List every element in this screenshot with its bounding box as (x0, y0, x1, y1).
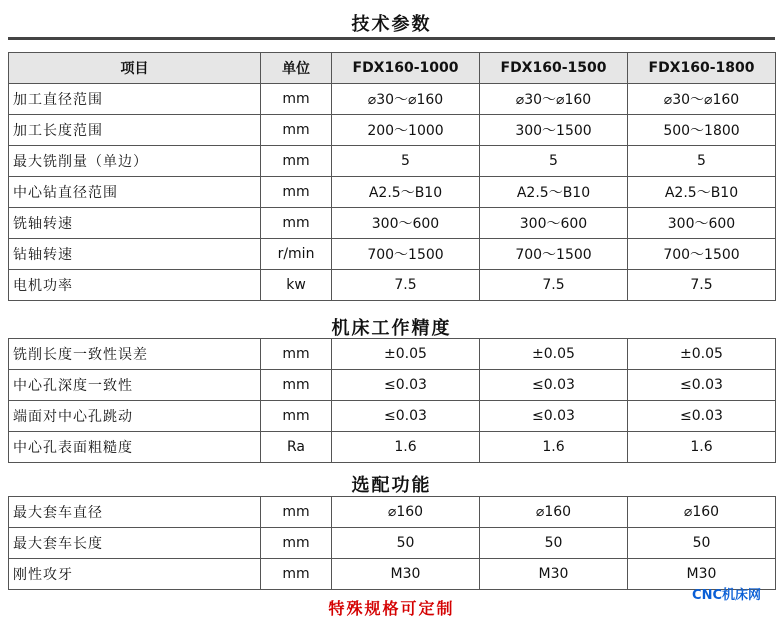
row-value: ⌀30～⌀160 (332, 84, 480, 115)
header-model-1: FDX160-1000 (332, 53, 480, 84)
row-value: ⌀160 (628, 497, 776, 528)
row-value: 300～600 (628, 208, 776, 239)
row-unit: mm (261, 146, 332, 177)
row-value: 1.6 (332, 432, 480, 463)
row-value: ⌀30～⌀160 (480, 84, 628, 115)
header-item: 项目 (9, 53, 261, 84)
row-value: 700～1500 (332, 239, 480, 270)
table-row (9, 208, 776, 239)
row-value: ≤0.03 (332, 401, 480, 432)
row-value: ⌀160 (480, 497, 628, 528)
row-value: ±0.05 (628, 339, 776, 370)
row-label: 铣轴转速 (9, 208, 261, 239)
spec-table (8, 52, 776, 301)
row-unit: mm (261, 339, 332, 370)
row-unit: Ra (261, 432, 332, 463)
row-label: 中心孔深度一致性 (9, 370, 261, 401)
row-label: 最大铣削量（单边） (9, 146, 261, 177)
table-row (9, 115, 776, 146)
row-value: ≤0.03 (628, 370, 776, 401)
row-value: 700～1500 (480, 239, 628, 270)
custom-spec-note: 特殊规格可定制 (328, 599, 455, 618)
row-unit: mm (261, 84, 332, 115)
row-value: ≤0.03 (480, 401, 628, 432)
table-row (9, 528, 776, 559)
row-value: A2.5～B10 (332, 177, 480, 208)
row-value: 5 (332, 146, 480, 177)
row-value: 50 (628, 528, 776, 559)
table-row (9, 146, 776, 177)
row-unit: mm (261, 115, 332, 146)
table-row (9, 497, 776, 528)
row-value: 300～600 (480, 208, 628, 239)
row-label: 电机功率 (9, 270, 261, 301)
row-label: 加工直径范围 (9, 84, 261, 115)
table-row (9, 401, 776, 432)
title-rule (8, 37, 775, 40)
header-model-2: FDX160-1500 (480, 53, 628, 84)
table-row (9, 177, 776, 208)
row-label: 铣削长度一致性误差 (9, 339, 261, 370)
table-row (9, 239, 776, 270)
precision-title: 机床工作精度 (331, 318, 452, 339)
row-label: 最大套车直径 (9, 497, 261, 528)
row-label: 钻轴转速 (9, 239, 261, 270)
row-value: M30 (480, 559, 628, 590)
precision-table (8, 338, 776, 463)
row-label: 最大套车长度 (9, 528, 261, 559)
row-unit: mm (261, 528, 332, 559)
row-value: 5 (480, 146, 628, 177)
row-value: ⌀30～⌀160 (628, 84, 776, 115)
row-unit: mm (261, 177, 332, 208)
row-value: 1.6 (628, 432, 776, 463)
row-label: 刚性攻牙 (9, 559, 261, 590)
row-unit: mm (261, 401, 332, 432)
row-label: 端面对中心孔跳动 (9, 401, 261, 432)
row-value: 500～1800 (628, 115, 776, 146)
row-value: ±0.05 (332, 339, 480, 370)
row-value: 7.5 (480, 270, 628, 301)
row-value: ±0.05 (480, 339, 628, 370)
table-row (9, 339, 776, 370)
row-value: 5 (628, 146, 776, 177)
row-label: 加工长度范围 (9, 115, 261, 146)
row-value: ≤0.03 (480, 370, 628, 401)
table-row (9, 432, 776, 463)
site-watermark: CNC机床网 (692, 588, 761, 603)
row-label: 中心孔表面粗糙度 (9, 432, 261, 463)
header-unit: 单位 (261, 53, 332, 84)
table-row (9, 370, 776, 401)
row-unit: r/min (261, 239, 332, 270)
row-value: 300～600 (332, 208, 480, 239)
row-value: 50 (332, 528, 480, 559)
row-unit: kw (261, 270, 332, 301)
row-unit: mm (261, 370, 332, 401)
header-row (9, 53, 776, 84)
row-value: A2.5～B10 (628, 177, 776, 208)
main-title: 技术参数 (351, 14, 432, 35)
row-unit: mm (261, 497, 332, 528)
options-table (8, 496, 776, 590)
row-value: A2.5～B10 (480, 177, 628, 208)
table-row (9, 84, 776, 115)
row-value: ≤0.03 (332, 370, 480, 401)
row-value: 300～1500 (480, 115, 628, 146)
table-row (9, 559, 776, 590)
row-value: M30 (332, 559, 480, 590)
options-title: 选配功能 (351, 475, 432, 496)
row-value: M30 (628, 559, 776, 590)
row-unit: mm (261, 208, 332, 239)
row-value: 7.5 (332, 270, 480, 301)
row-value: 200～1000 (332, 115, 480, 146)
row-value: 1.6 (480, 432, 628, 463)
row-value: 50 (480, 528, 628, 559)
row-value: 700～1500 (628, 239, 776, 270)
row-unit: mm (261, 559, 332, 590)
row-value: ≤0.03 (628, 401, 776, 432)
row-label: 中心钻直径范围 (9, 177, 261, 208)
row-value: ⌀160 (332, 497, 480, 528)
table-row (9, 270, 776, 301)
header-model-3: FDX160-1800 (628, 53, 776, 84)
row-value: 7.5 (628, 270, 776, 301)
